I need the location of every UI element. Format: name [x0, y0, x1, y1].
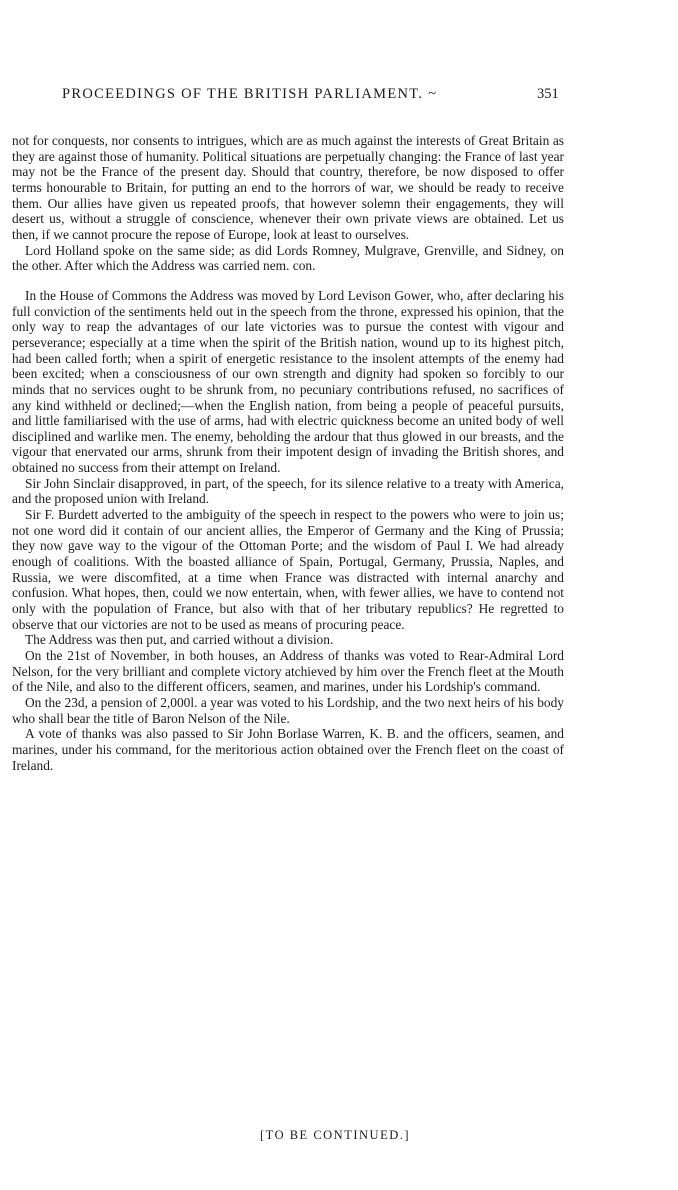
page-header: [0, 86, 678, 110]
paragraph-burdett: Sir F. Burdett adverted to the ambiguity of the speech in respect to the powers who were to join us; not one word did it contain of our ancient allies, the Emperor of Germany and the King of Prussia; they now gave way to the vigour of the Ottoman Porte; and the wisdom of Paul I. We had already enough of coalitions. With the boasted alliance of Spain, Portugal, Germany, Prussia, Naples, and Russia, we were discomfited, at a time when France was distracted with internal anarchy and confusion. What hopes, then, could we now entertain, when, with fewer allies, we have to contend not only with the population of France, but also with that of her tributary republics? He regretted to observe that our victories are not to be used as means of procuring peace.: [12, 507, 564, 632]
paragraph-sinclair: Sir John Sinclair disapproved, in part, of the speech, for its silence relative to a treaty with America, and the proposed union with Ireland.: [12, 475, 564, 507]
paragraph-nelson-thanks: On the 21st of November, in both houses, an Address of thanks was voted to Rear-Admiral Lord Nelson, for the very brilliant and complete victory atchieved by him over the French fleet at the Mouth of the Nile, and also to the different officers, seamen, and marines, under his Lordship's command.: [12, 648, 564, 695]
paragraph-address-carried: The Address was then put, and carried without a division.: [25, 632, 334, 648]
continued-notice: [TO BE CONTINUED.]: [260, 1128, 411, 1142]
page-number: 351: [537, 86, 559, 102]
paragraph-warren-thanks: A vote of thanks was also passed to Sir John Borlase Warren, K. B. and the officers, seamen, and marines, under his command, for the meritorious action obtained over the French fleet on the coast of Ireland.: [12, 726, 564, 773]
paragraph-lords-speech-conclusion: not for conquests, nor consents to intrigues, which are as much against the interests of Great Britain as they are against those of humanity. Political situations are perpetually changing: the France of last year may not be the France of the present day. Should that country, therefore, be now disposed to offer terms honourable to Britain, for putting an end to the horrors of war, we should be ready to receive them. Our allies have given us repeated proofs, that however solemn their engagements, they will desert us, without a struggle of conscience, whenever their own private views are obtained. Let us then, if we cannot procure the repose of Europe, look at least to ourselves.: [12, 133, 564, 242]
article-body: [12, 133, 564, 773]
running-head: PROCEEDINGS OF THE BRITISH PARLIAMENT. ~: [62, 86, 438, 102]
paragraph-nelson-pension: On the 23d, a pension of 2,000l. a year was voted to his Lordship, and the two next heirs of his body who shall bear the title of Baron Nelson of the Nile.: [12, 694, 564, 726]
paragraph-commons-address: In the House of Commons the Address was moved by Lord Levison Gower, who, after declaring his full conviction of the sentiments held out in the speech from the throne, expressed his opinion, that the only way to reap the advantages of our late victories was to pursue the contest with vigour and perseverance; especially at a time when the spirit of the British nation, wound up to its highest pitch, had been called forth; when a spirit of energetic resistance to the insolent attempts of the enemy had been excited; when a consciousness of our own strength and dignity had spoken so forcibly to our minds that no services ought to be shrunk from, no pecuniary contributions refused, no sacrifices of any kind withheld or declined;—when the English nation, from being a people of peaceful pursuits, and little familiarised with the use of arms, had with electric quickness become an united body of well disciplined and warlike men. The enemy, beholding the ardour that thus glowed in our breasts, and the vigour that enervated our arms, shrunk from their impotent design of invading the British shores, and obtained no success from their attempt on Ireland.: [12, 287, 564, 476]
paragraph-lords-vote: Lord Holland spoke on the same side; as did Lords Romney, Mulgrave, Grenville, and Sidney, on the other. After which the Address was carried nem. con.: [12, 242, 564, 274]
